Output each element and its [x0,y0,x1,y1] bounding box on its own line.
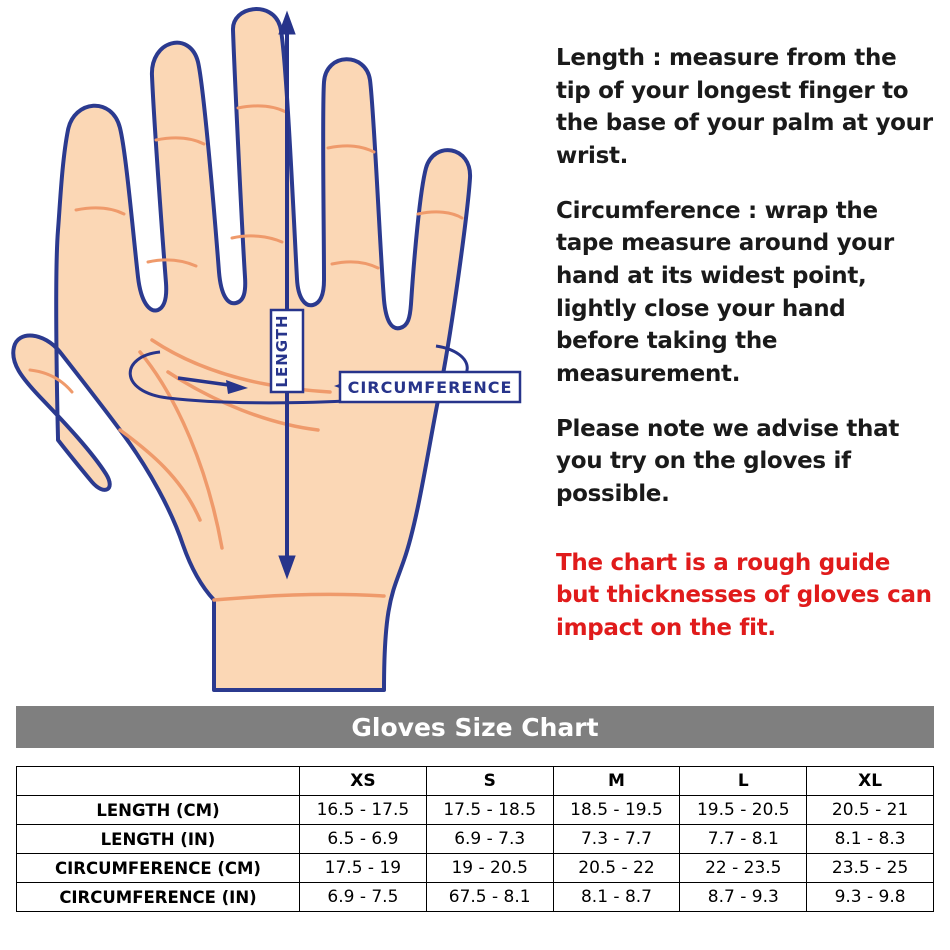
table-row [17,854,934,883]
chart-title: Gloves Size Chart [351,712,599,742]
cell-circ-in-xl: 9.3 - 9.8 [807,883,934,912]
size-chart-table [16,766,934,912]
hand-diagram [0,0,540,700]
col-header-m: M [553,767,680,796]
cell-length-in-s: 6.9 - 7.3 [426,825,553,854]
row-label-length-in: LENGTH (IN) [17,825,300,854]
chart-title-band [16,706,934,748]
cell-length-in-xl: 8.1 - 8.3 [807,825,934,854]
cell-length-cm-xl: 20.5 - 21 [807,796,934,825]
col-header-l: L [680,767,807,796]
hand-outline [13,9,470,690]
cell-length-cm-xs: 16.5 - 17.5 [300,796,427,825]
cell-length-cm-m: 18.5 - 19.5 [553,796,680,825]
col-header-s: S [426,767,553,796]
col-header-xl: XL [807,767,934,796]
cell-length-cm-l: 19.5 - 20.5 [680,796,807,825]
table-header-row [17,767,934,796]
cell-circ-cm-xl: 23.5 - 25 [807,854,934,883]
table-row [17,883,934,912]
cell-circ-cm-s: 19 - 20.5 [426,854,553,883]
cell-circ-cm-m: 20.5 - 22 [553,854,680,883]
cell-circ-in-s: 67.5 - 8.1 [426,883,553,912]
row-label-circumference-cm: CIRCUMFERENCE (CM) [17,854,300,883]
row-label-circumference-in: CIRCUMFERENCE (IN) [17,883,300,912]
hand-shape [13,9,470,690]
circumference-label-text: CIRCUMFERENCE [347,378,513,397]
length-label-text: LENGTH [273,314,291,388]
cell-length-in-m: 7.3 - 7.7 [553,825,680,854]
table-row [17,825,934,854]
instruction-tryon: Please note we advise that you try on the gloves if possible. [556,415,900,507]
table-corner-cell [17,767,300,796]
cell-circ-in-m: 8.1 - 8.7 [553,883,680,912]
col-header-xs: XS [300,767,427,796]
row-label-length-cm: LENGTH (CM) [17,796,300,825]
instruction-warning: The chart is a rough guide but thicknesses of gloves can impact on the fit. [556,549,932,641]
length-label-box [271,310,303,392]
cell-circ-in-l: 8.7 - 9.3 [680,883,807,912]
instruction-length: Length : measure from the tip of your longest finger to the base of your palm at your wrist. [556,45,933,169]
cell-circ-in-xs: 6.9 - 7.5 [300,883,427,912]
cell-length-cm-s: 17.5 - 18.5 [426,796,553,825]
cell-length-in-l: 7.7 - 8.1 [680,825,807,854]
cell-length-in-xs: 6.5 - 6.9 [300,825,427,854]
instructions-panel [556,42,936,667]
size-chart-table-wrapper [16,766,934,912]
cell-circ-cm-xs: 17.5 - 19 [300,854,427,883]
circumference-label-box [340,372,520,402]
table-row [17,796,934,825]
instruction-circumference: Circumference : wrap the tape measure around your hand at its widest point, lightly close your hand before taking the measurement. [556,197,894,387]
cell-circ-cm-l: 22 - 23.5 [680,854,807,883]
